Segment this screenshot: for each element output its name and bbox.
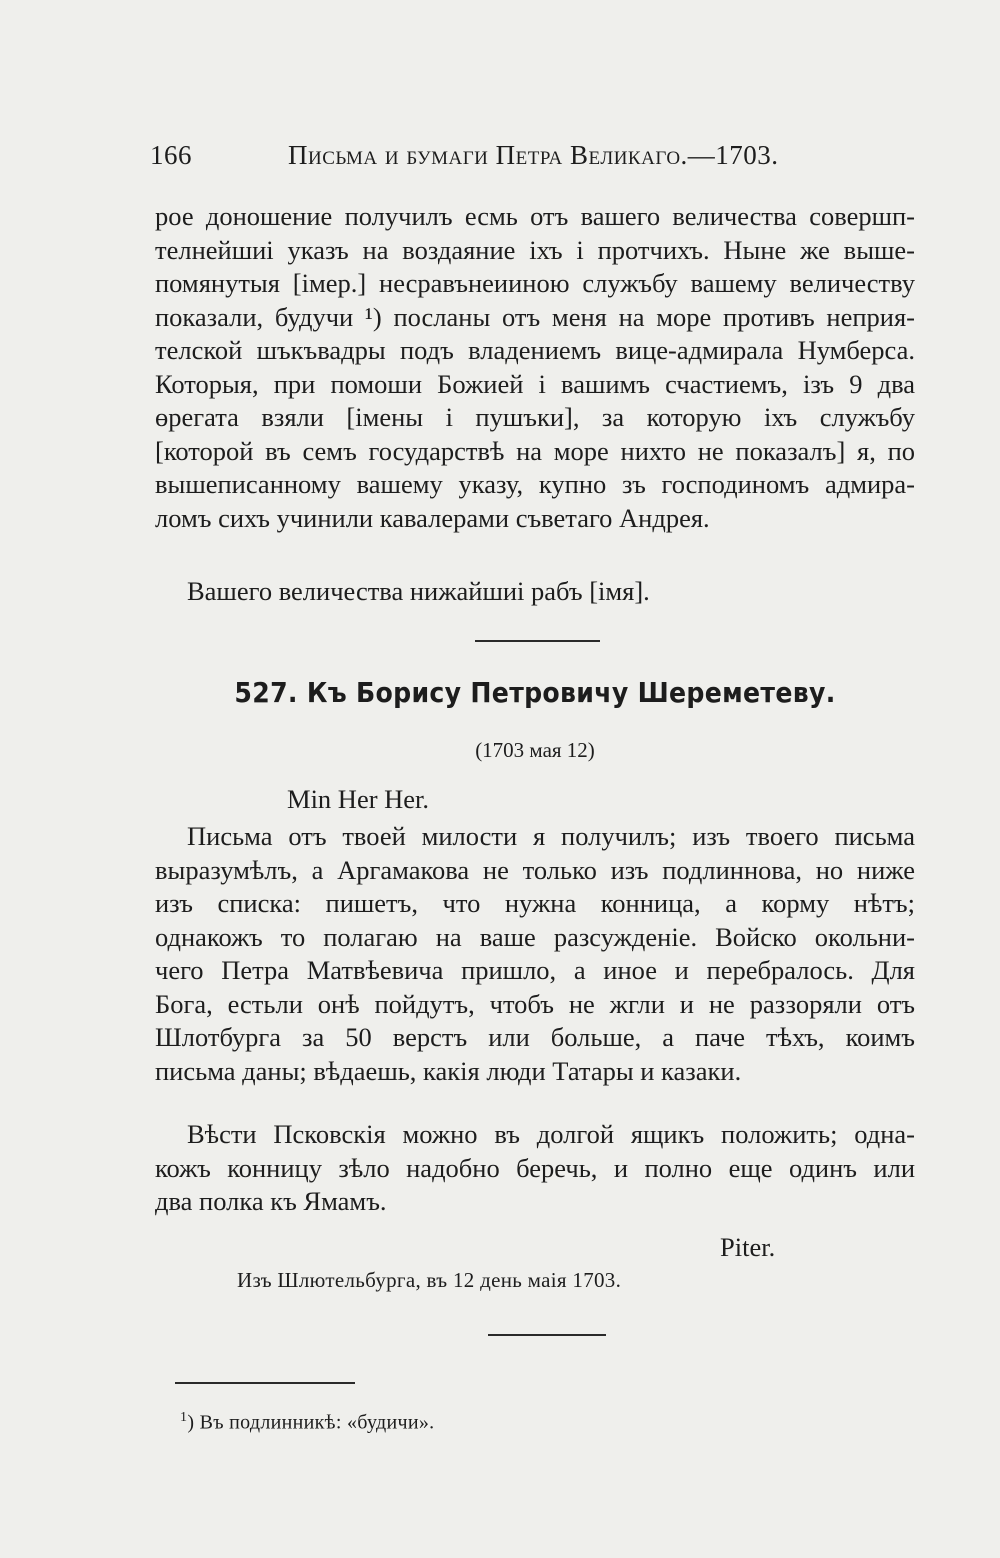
text-line: ломъ сихъ учинили кавалерами съветаго Андрея. [155,502,710,533]
letter-place-date: Изъ Шлютельбурга, въ 12 день маія 1703. [237,1268,622,1292]
footnote-marker: 1 [180,1410,188,1425]
text-line: два полка къ Ямамъ. [155,1186,387,1216]
text-line: телнейшиі указъ на воздаяние іхъ і протчихъ. Ныне же выше- [155,234,915,265]
running-title: Письма и бумаги Петра Великаго.—1703. [288,140,779,170]
footnote [180,1410,434,1435]
letter-date: (1703 мая 12) [475,738,595,762]
page-number: 166 [150,140,192,170]
letter-paragraph-1 [155,820,915,1088]
footnote-rule [175,1382,355,1384]
section-divider [475,640,600,642]
previous-letter-text [155,200,915,535]
text-line: изъ списка: пишетъ, что нужна конница, а корму нѣтъ; [155,888,915,918]
text-line: Письма отъ твоей милости я получилъ; изъ твоего письма [187,821,915,851]
text-line: однакожъ то полагаю на ваше разсужденіе. Войско окольни- [155,921,915,952]
letter-title: 527. Къ Борису Петровичу Шереметеву. [234,676,836,709]
text-line: рое доношение получилъ есмь отъ вашего величества совершп- [155,201,915,231]
text-line: чего Петра Матвѣевича пришло, а иное и перебралось. Для [155,955,915,985]
text-line: телской шъкъвадры подъ владениемъ вице-адмирала Нумберса. [155,335,915,365]
text-line: өрегата взяли [імены і пушъки], за которую іхъ служъбу [155,402,915,432]
text-line: помянутыя [імер.] несравънеииною служъбу вашему величеству [155,268,915,298]
text-line: Бога, естьли онѣ пойдутъ, чтобъ не жгли и не раззоряли отъ [155,988,915,1019]
letter-signature: Piter. [720,1232,776,1262]
salutation: Min Her Her. [287,784,430,814]
text-line: Которыя, при помоши Божией і вашимъ счастиемъ, ізъ 9 два [155,368,915,399]
end-divider [488,1334,606,1336]
text-line: вышеписанному вашему указу, купно зъ господиномъ адмира- [155,469,915,499]
text-line: [которой въ семъ государствѣ на море нихто не показалъ] я, по [155,435,915,466]
text-line: кожъ конницу зѣло надобно беречь, и полно еще одинъ или [155,1152,915,1183]
footnote-text: ) Въ подлинникѣ: «будичи». [187,1411,435,1434]
text-line: Шлотбурга за 50 верстъ или больше, а паче тѣхъ, коимъ [155,1022,915,1052]
text-line: Вѣсти Псковскія можно въ долгой ящикъ положить; одна- [187,1119,915,1149]
letter-paragraph-2 [155,1118,915,1219]
text-line: выразумѣлъ, а Аргамакова не только изъ подлиннова, но ниже [155,854,915,885]
text-line: показали, будучи ¹) посланы отъ меня на море противъ неприя- [155,301,915,332]
closing-line: Вашего величества нижайшиі рабъ [імя]. [187,576,650,606]
previous-letter-closing [155,575,915,609]
text-line: письма даны; вѣдаешь, какія люди Татары и казаки. [155,1055,742,1086]
